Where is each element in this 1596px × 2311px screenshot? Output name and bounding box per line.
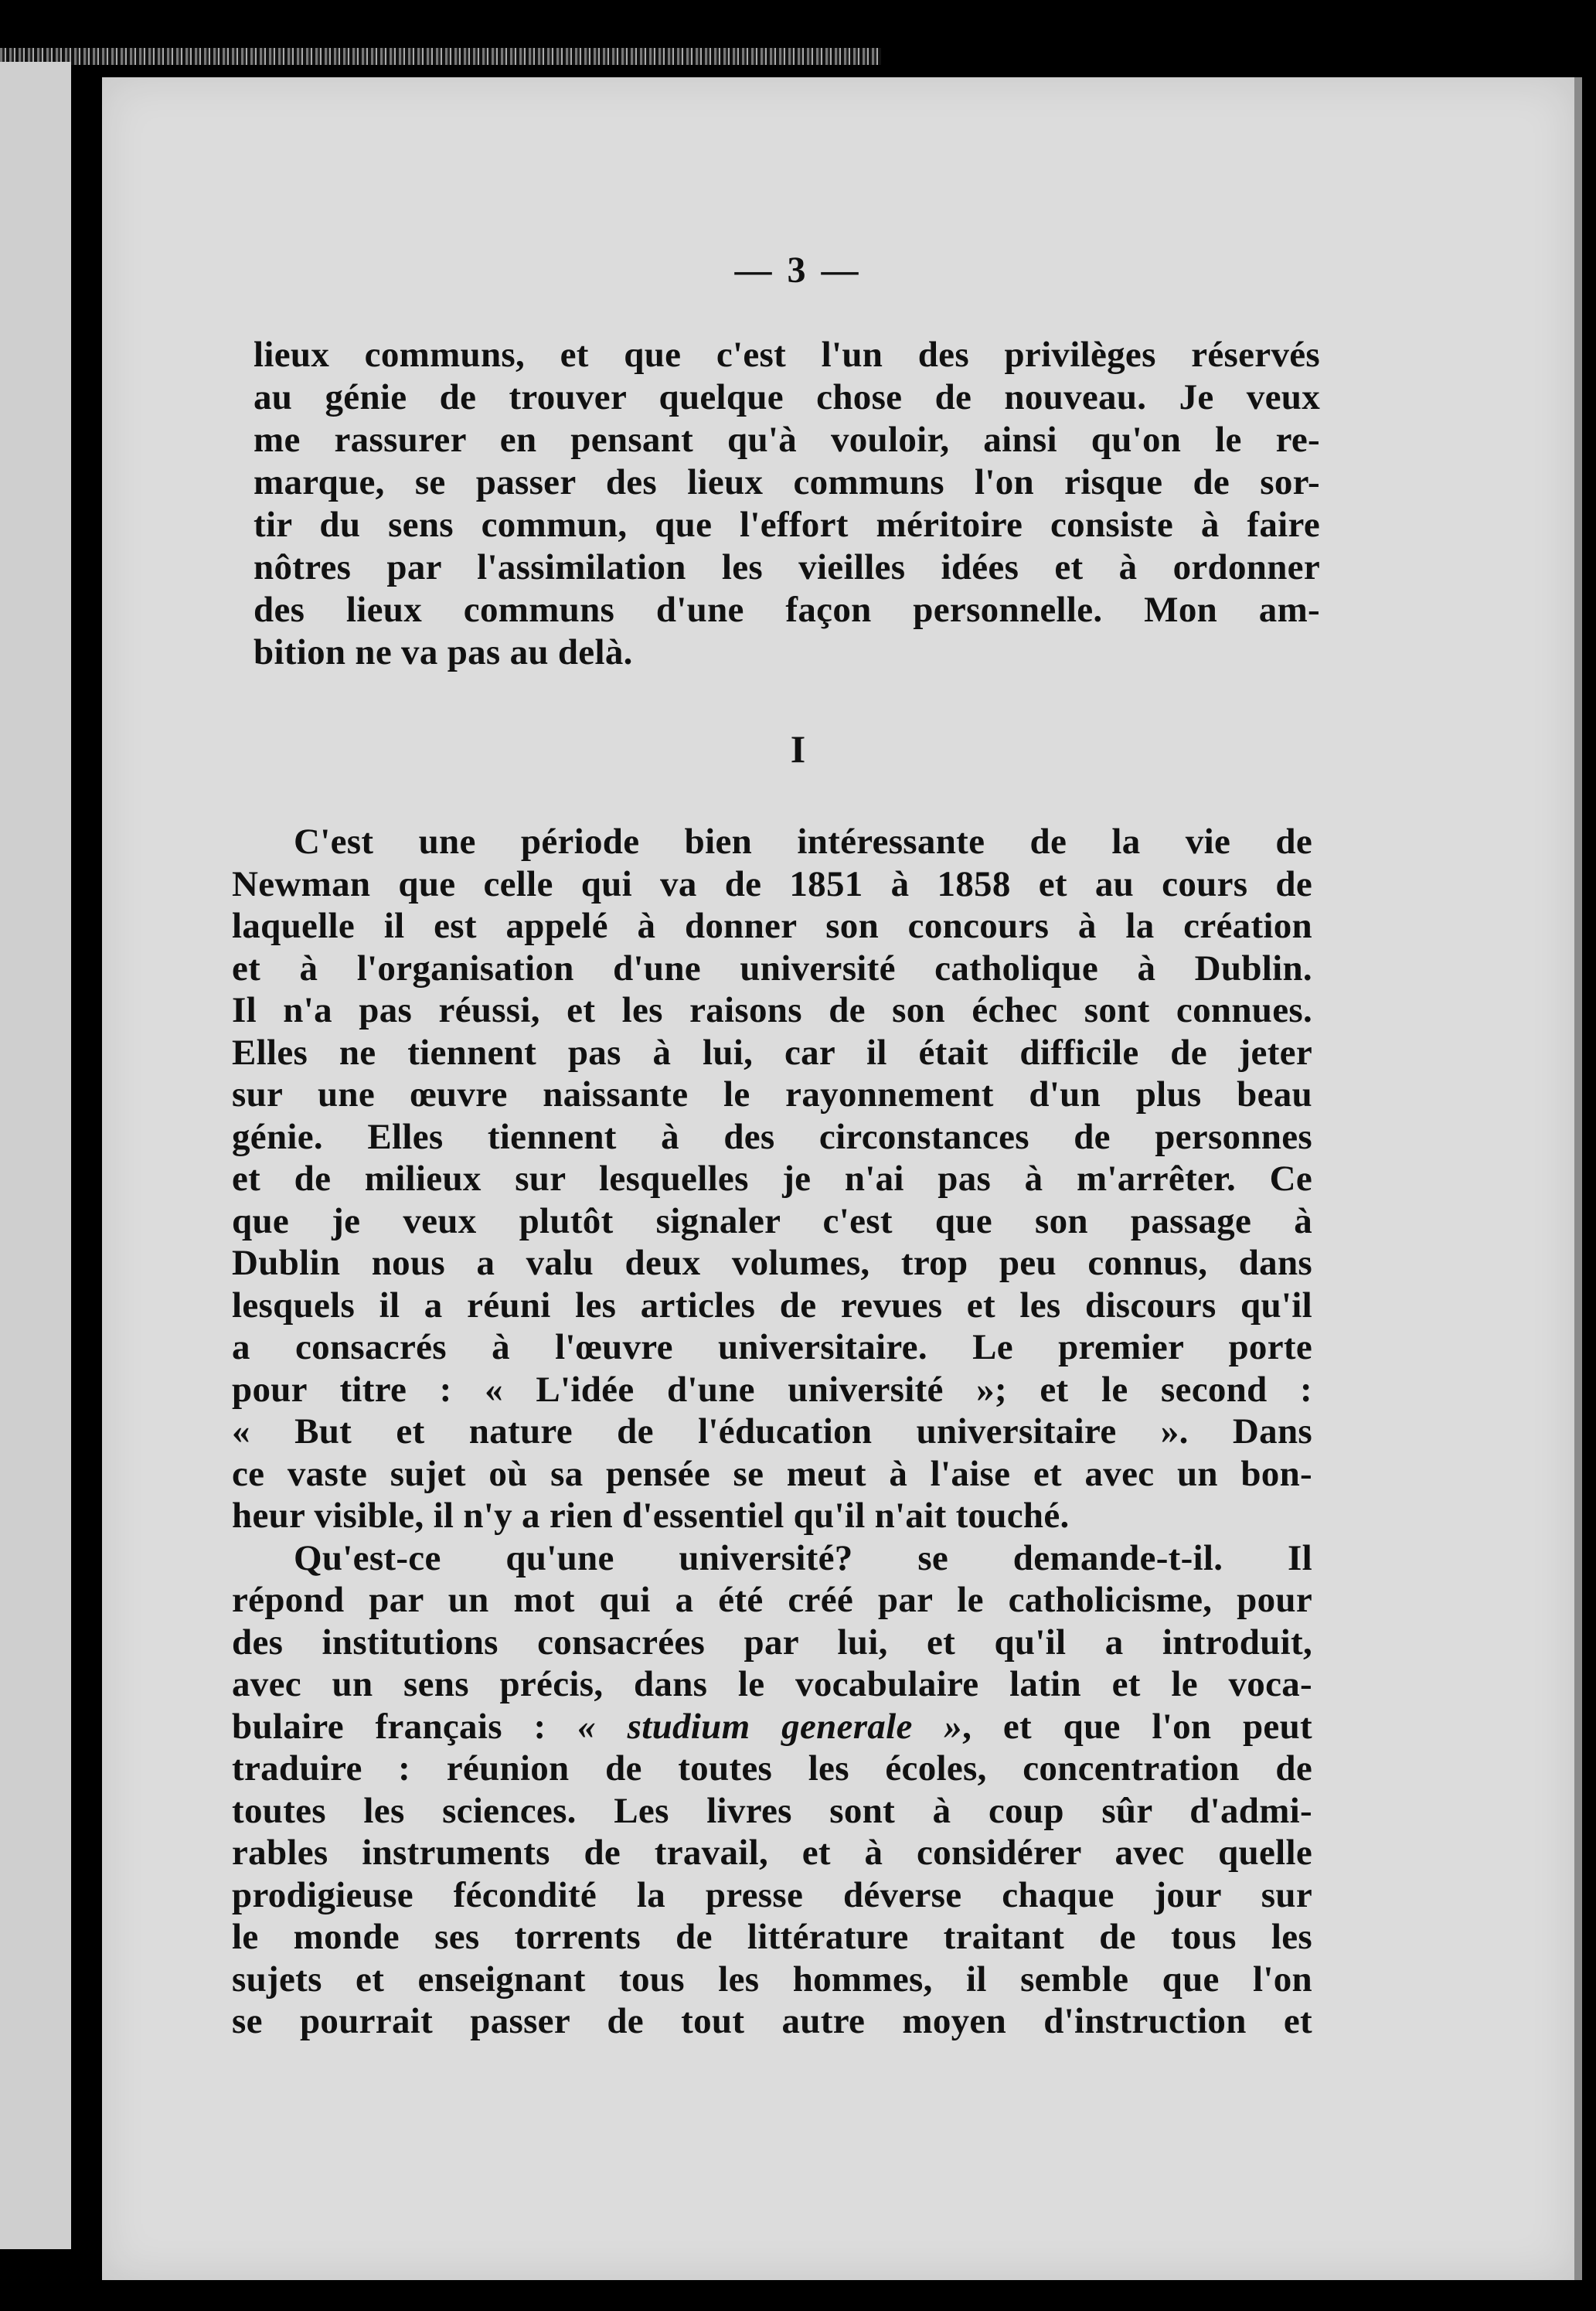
scan-border-strip bbox=[0, 48, 881, 65]
page-number: — 3 — bbox=[734, 250, 862, 291]
text-line: et de milieux sur lesquelles je n'ai pas à m'arrêter. Ce bbox=[232, 1159, 1312, 1199]
text-line: Newman que celle qui va de 1851 à 1858 et au cours de bbox=[232, 863, 1312, 904]
text-line: Elles ne tiennent pas à lui, car il était difficile de jeter bbox=[232, 1032, 1312, 1073]
italic-phrase: « studium generale » bbox=[577, 1706, 963, 1747]
text-line: pour titre : « L'idée d'une université »; et le second : bbox=[232, 1369, 1312, 1410]
text-fragment: , et que l'on peut bbox=[962, 1706, 1312, 1747]
text-line: « But et nature de l'éducation universitaire ». Dans bbox=[232, 1411, 1312, 1452]
text-line: Dublin nous a valu deux volumes, trop peu connus, dans bbox=[232, 1243, 1312, 1283]
text-line: laquelle il est appelé à donner son concours à la création bbox=[232, 906, 1312, 946]
facing-page-edge bbox=[0, 62, 71, 2249]
text-line: avec un sens précis, dans le vocabulaire latin et le voca- bbox=[232, 1664, 1312, 1704]
text-line: le monde ses torrents de littérature traitant de tous les bbox=[232, 1917, 1312, 1957]
text-line: lieux communs, et que c'est l'un des privilèges réservés bbox=[254, 335, 1320, 375]
text-line: génie. Elles tiennent à des circonstances de personnes bbox=[232, 1116, 1312, 1157]
text-line: bition ne va pas au delà. bbox=[254, 632, 633, 672]
text-line: ce vaste sujet où sa pensée se meut à l'aise et avec un bon- bbox=[232, 1453, 1312, 1494]
text-line: a consacrés à l'œuvre universitaire. Le premier porte bbox=[232, 1327, 1312, 1367]
text-line: C'est une période bien intéressante de la vie de bbox=[294, 822, 1312, 862]
text-line: nôtres par l'assimilation les vieilles idées et à ordonner bbox=[254, 547, 1320, 587]
text-line: Qu'est-ce qu'une université? se demande-t-il. Il bbox=[294, 1537, 1312, 1578]
text-line: lesquels il a réuni les articles de revues et les discours qu'il bbox=[232, 1285, 1312, 1326]
text-line: rables instruments de travail, et à considérer avec quelle bbox=[232, 1833, 1312, 1873]
paragraph-2 bbox=[232, 821, 1312, 2043]
text-line: heur visible, il n'y a rien d'essentiel qu'il n'ait touché. bbox=[232, 1496, 1070, 1536]
text-line: sujets et enseignant tous les hommes, il semble que l'on bbox=[232, 1959, 1312, 2000]
text-line-with-italic bbox=[232, 1706, 1312, 1748]
text-line: répond par un mot qui a été créé par le catholicisme, pour bbox=[232, 1580, 1312, 1620]
text-line: marque, se passer des lieux communs l'on risque de sor- bbox=[254, 462, 1320, 502]
section-heading: I bbox=[790, 727, 806, 771]
text-line: des lieux communs d'une façon personnelle. Mon am- bbox=[254, 590, 1320, 630]
text-fragment: bulaire français : bbox=[232, 1706, 546, 1747]
text-line: et à l'organisation d'une université catholique à Dublin. bbox=[232, 948, 1312, 989]
text-line: au génie de trouver quelque chose de nouveau. Je veux bbox=[254, 377, 1320, 417]
paragraph-1 bbox=[254, 334, 1320, 674]
text-line: traduire : réunion de toutes les écoles, concentration de bbox=[232, 1748, 1312, 1789]
text-line: sur une œuvre naissante le rayonnement d'un plus beau bbox=[232, 1074, 1312, 1115]
text-line: me rassurer en pensant qu'à vouloir, ainsi qu'on le re- bbox=[254, 420, 1320, 460]
text-line: toutes les sciences. Les livres sont à coup sûr d'admi- bbox=[232, 1790, 1312, 1831]
text-line: se pourrait passer de tout autre moyen d'instruction et bbox=[232, 2001, 1312, 2041]
text-line: des institutions consacrées par lui, et qu'il a introduit, bbox=[232, 1622, 1312, 1663]
text-line: Il n'a pas réussi, et les raisons de son échec sont connues. bbox=[232, 990, 1312, 1030]
text-line: prodigieuse fécondité la presse déverse chaque jour sur bbox=[232, 1874, 1312, 1915]
text-line: tir du sens commun, que l'effort méritoire consiste à faire bbox=[254, 505, 1320, 545]
text-line: que je veux plutôt signaler c'est que son passage à bbox=[232, 1200, 1312, 1241]
page-edge bbox=[1574, 77, 1582, 2280]
